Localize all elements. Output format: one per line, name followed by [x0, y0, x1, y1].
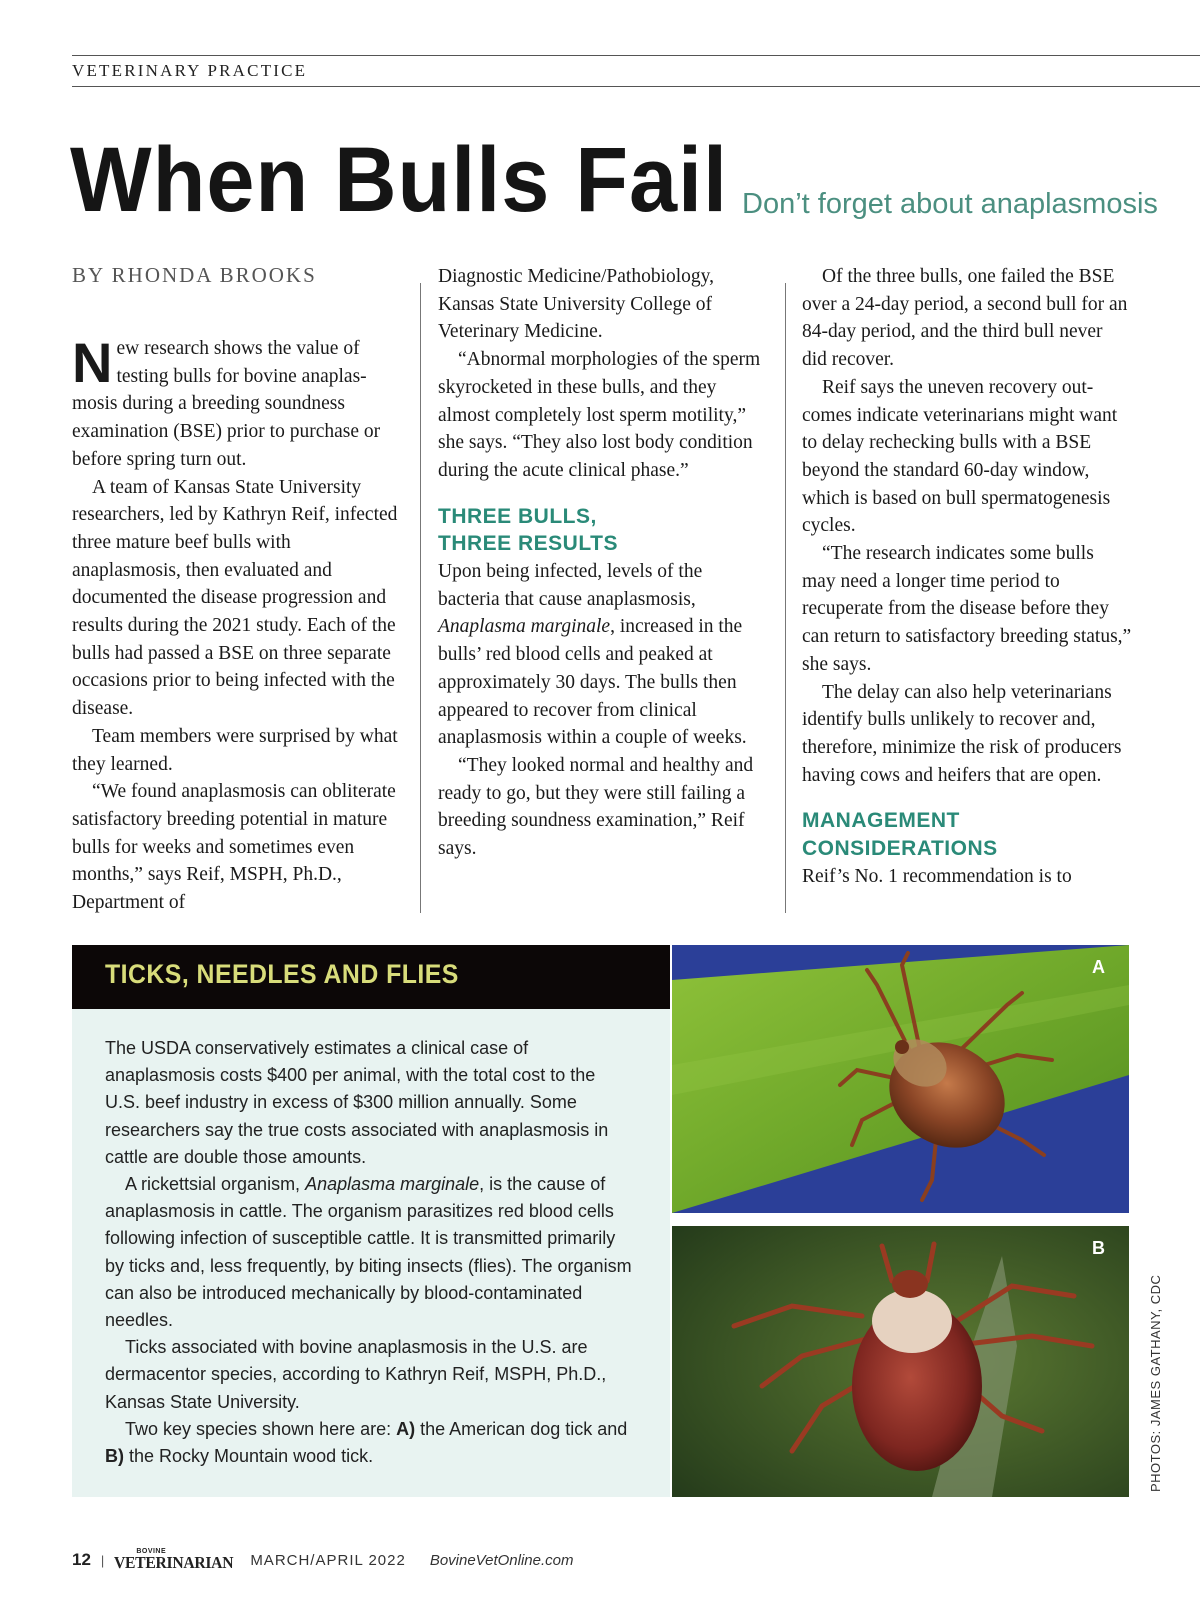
paragraph: “Abnormal morphologies of the sperm skyrocketed in these bulls, and they almost completely lost sperm motility,” she says. “They also lost body condition during the acute clinical phase.” [438, 349, 761, 481]
footer-separator: | [100, 1552, 105, 1568]
page-footer [72, 1548, 574, 1572]
article-title: When Bulls Fail [70, 129, 728, 231]
paragraph: Ticks associated with bovine anaplasmosis in the U.S. are dermacentor species, according to Kathryn Reif, MSPH, Ph.D., Kansas State University. [105, 1337, 607, 1412]
tick-photo-b-illustration [672, 1226, 1129, 1497]
section-label: VETERINARY PRACTICE [72, 61, 308, 80]
sidebar-title: TICKS, NEEDLES AND FLIES [105, 959, 459, 989]
photo-credit: PHOTOS: JAMES GATHANY, CDC [1148, 1274, 1163, 1492]
tick-photo-a-illustration [672, 945, 1129, 1213]
column-divider [785, 283, 786, 913]
article-column-3 [802, 263, 1132, 890]
sidebar-body [105, 1035, 635, 1470]
paragraph: Team members were surprised by what they learned. [72, 725, 398, 775]
paragraph: “We found anaplasmosis can obliterate satisfactory breeding potential in mature bulls for weeks and sometimes even months,” says Reif, MSPH, Ph.D., Department of [72, 781, 396, 914]
photo-label-b: B [1092, 1238, 1105, 1258]
article-deck: Don’t forget about anaplasmosis [742, 188, 1158, 220]
paragraph: New research shows the value of testing bulls for bovine anaplasmosis during a breeding soundness examination (BSE) prior to purchase or before spring turn out. [72, 331, 381, 470]
drop-cap: N [72, 331, 113, 394]
paragraph: Reif says the uneven recovery outcomes indicate veterinarians might want to delay rechecking bulls with a BSE beyond the standard 60-day window, which is based on bull spermatogenesis cycles. [802, 376, 1118, 537]
photo-rocky-mountain-wood-tick [672, 1226, 1129, 1497]
paragraph: “The research indicates some bulls may need a longer time period to recuperate from the disease before they can return to satisfactory breeding status,” she says. [802, 543, 1132, 675]
issue-date: MARCH/APRIL 2022 [250, 1551, 406, 1569]
magazine-logo: BOVINE VETERINARIAN [114, 1548, 234, 1572]
byline: BY RHONDA BROOKS [72, 263, 317, 287]
subhead-three-bulls: THREE BULLS, THREE RESULTS [438, 504, 618, 556]
paragraph: The delay can also help veterinarians identify bulls unlikely to recover and, therefore, minimize the risk of producers having cows and heifers that are open. [802, 681, 1122, 786]
paragraph: Two key species shown here are: A) the American dog tick and B) the Rocky Mountain wood tick. [105, 1418, 628, 1467]
article-column-1 [72, 331, 400, 917]
subhead-management: MANAGEMENT CONSIDERATIONS [802, 809, 998, 861]
paragraph: Upon being infected, levels of the bacteria that cause anaplasmosis, Anaplasma marginale, increased in the bulls’ red blood cells and peaked at approximately 30 days. The bulls then appeared to recover from clinical anaplasmosis within a couple of weeks. [438, 561, 747, 749]
sidebar-header [72, 945, 670, 1009]
website-link[interactable]: BovineVetOnline.com [429, 1551, 574, 1569]
paragraph: A rickettsial organism, Anaplasma marginale, is the cause of anaplasmosis in cattle. The organism parasitizes red blood cells following infection of susceptible cattle. It is transmitted primarily by ticks and, less frequently, by biting insects (flies). The organism can also be introduced mechanically by blood-contaminated needles. [105, 1174, 632, 1331]
paragraph: “They looked normal and healthy and ready to go, but they were still failing a breeding soundness examination,” Reif says. [438, 754, 754, 860]
header-rule-top [72, 55, 1200, 56]
paragraph: The USDA conservatively estimates a clinical case of anaplasmosis costs $400 per animal, with the total cost to the U.S. beef industry in excess of $300 million annually. Some researchers say the true costs associated with anaplasmosis in cattle are double those amounts. [105, 1038, 609, 1167]
paragraph: Reif’s No. 1 recommendation is to [802, 865, 1072, 887]
paragraph: Diagnostic Medicine/Pathobiology, Kansas State University College of Veterinary Medicine. [438, 266, 715, 343]
page-number: 12 [72, 1550, 91, 1569]
sidebar-box [72, 945, 670, 1497]
header-rule-bottom [72, 86, 1200, 87]
article-column-2 [438, 263, 766, 863]
column-divider [420, 283, 421, 913]
photo-american-dog-tick [672, 945, 1129, 1213]
paragraph: Of the three bulls, one failed the BSE over a 24-day period, a second bull for an 84-day period, and the third bull never did recover. [802, 266, 1128, 371]
paragraph: A team of Kansas State University researchers, led by Kathryn Reif, infected three mature beef bulls with anaplasmosis, then evaluated and documented the disease progression and results during the 2021 study. Each of the bulls had passed a BSE on three separate occasions prior to being infected with the disease. [72, 476, 398, 720]
photo-label-a: A [1092, 957, 1105, 977]
